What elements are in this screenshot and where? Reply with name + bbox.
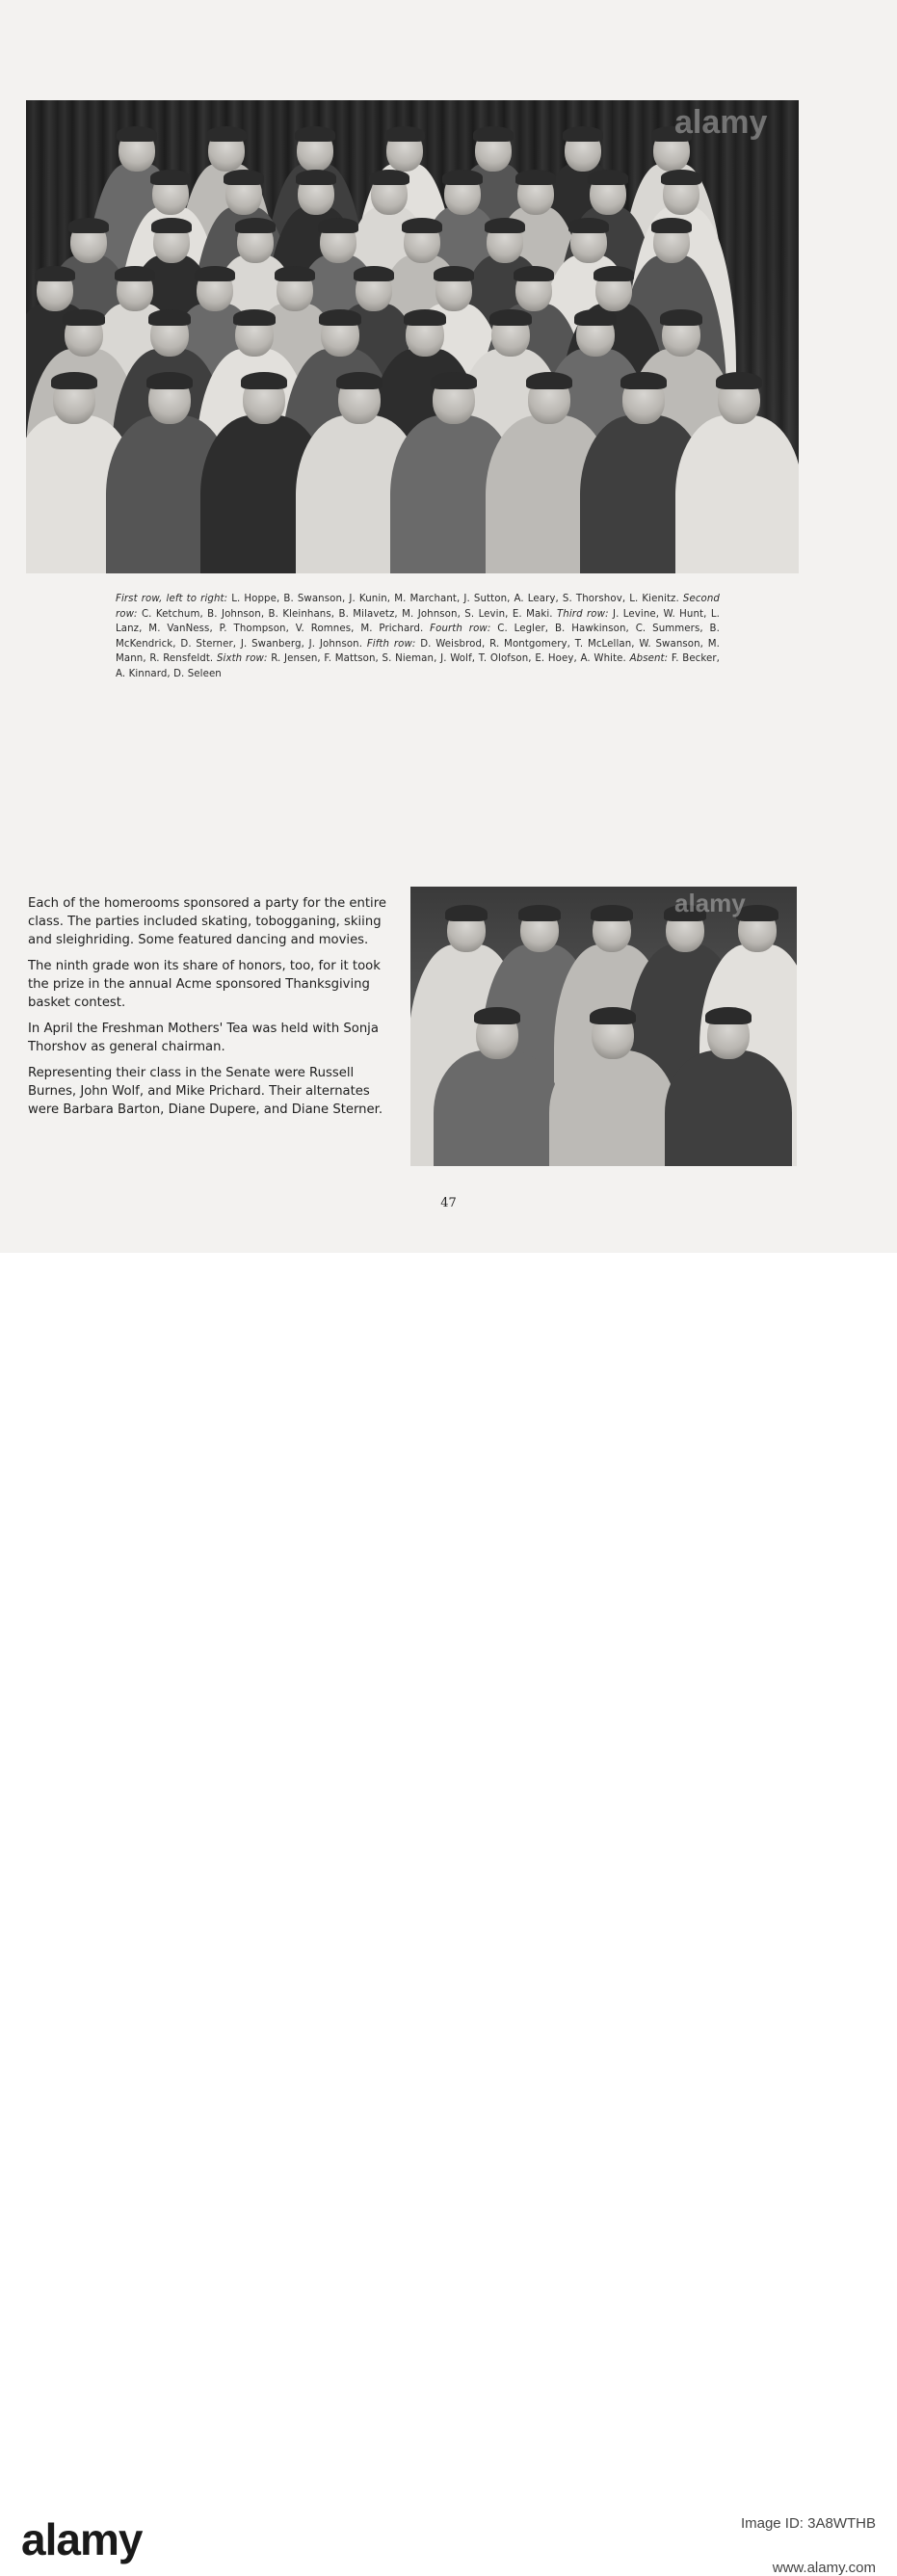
- image-id: Image ID: 3A8WTHB: [740, 2515, 876, 2532]
- alamy-site: www.alamy.com: [772, 2560, 876, 2576]
- caption-row-names: C. Legler, B. Hawkinson, C. Summers, B. McKendrick, D. Sterner, J. Swanberg, J. Johnson.: [116, 624, 720, 650]
- alamy-logo: alamy: [21, 2514, 143, 2564]
- page-number: 47: [440, 1196, 457, 1210]
- caption-row-label: Sixth row:: [216, 653, 272, 664]
- article-paragraph: Each of the homerooms sponsored a party for the entire class. The parties included skating, tobogganing, skiing and sleighriding. Some featured dancing and movies.: [28, 896, 386, 947]
- yearbook-page: [0, 0, 897, 1253]
- photo-caption: [116, 592, 720, 681]
- article-paragraph: Representing their class in the Senate were Russell Burnes, John Wolf, and Mike Prichard. Their alternates were Barbara Barton, Diane Dupere, and Diane Sterner.: [28, 1066, 383, 1117]
- watermark-band: [0, 1253, 897, 2576]
- caption-row-names: L. Hoppe, B. Swanson, J. Kunin, M. Marchant, J. Sutton, A. Leary, S. Thorshov, L. Kienitz.: [231, 594, 683, 604]
- caption-row-label: Absent:: [629, 653, 672, 664]
- caption-row-names: C. Ketchum, B. Johnson, B. Kleinhans, B. Milavetz, M. Johnson, S. Levin, E. Maki.: [141, 608, 557, 620]
- class-group-photo: [26, 100, 799, 573]
- caption-row-label: Second row:: [116, 594, 720, 620]
- caption-row-label: Fourth row:: [430, 624, 498, 634]
- caption-row-label: First row, left to right:: [116, 594, 232, 604]
- caption-row-label: Fifth row:: [366, 638, 421, 650]
- watermark-logo-small: alamy: [674, 889, 746, 917]
- caption-row-names: J. Levine, W. Hunt, L. Lanz, M. VanNess, P. Thompson, V. Romnes, M. Prichard.: [116, 608, 720, 634]
- caption-row-names: F. Becker, A. Kinnard, D. Seleen: [116, 653, 721, 679]
- article-text: [28, 894, 392, 1127]
- article-paragraph: In April the Freshman Mothers' Tea was held with Sonja Thorshov as general chairman.: [28, 1022, 379, 1054]
- senate-representatives-photo: [410, 887, 797, 1166]
- watermark-logo-top: alamy: [674, 104, 768, 141]
- caption-row-label: Third row:: [556, 608, 613, 620]
- caption-row-names: D. Weisbrod, R. Montgomery, T. McLellan, W. Swanson, M. Mann, R. Rensfeldt.: [116, 638, 720, 664]
- article-paragraph: The ninth grade won its share of honors, too, for it took the prize in the annual Acme sponsored Thanksgiving basket contest.: [28, 959, 381, 1010]
- caption-row-names: R. Jensen, F. Mattson, S. Nieman, J. Wolf, T. Olofson, E. Hoey, A. White.: [271, 653, 630, 664]
